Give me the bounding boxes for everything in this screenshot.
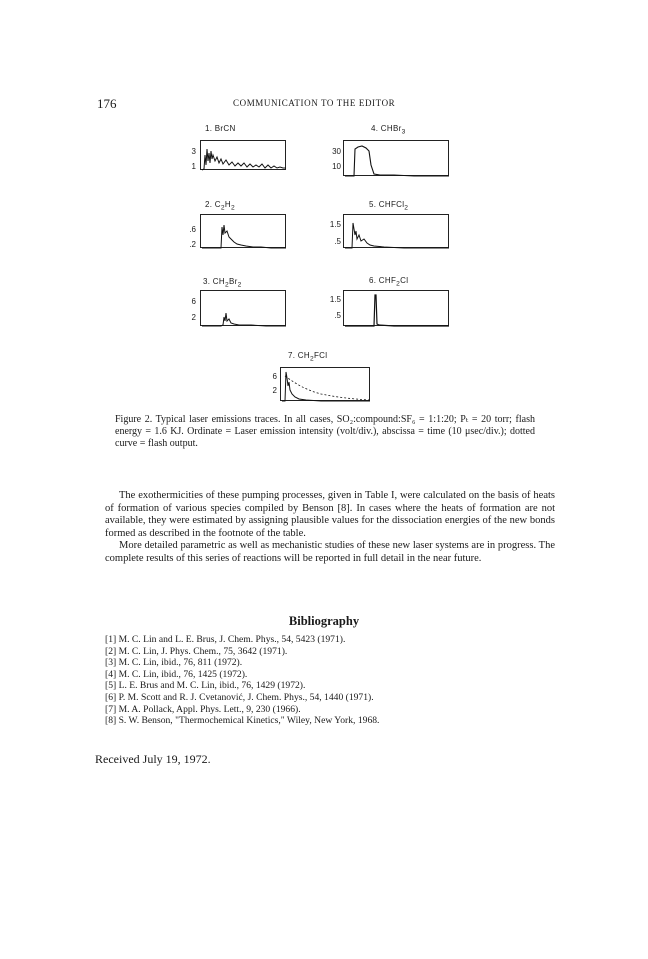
- panel-4-tick-low: 10: [332, 162, 341, 171]
- panel-2-label: 2. $C_2H_2$: [205, 200, 235, 212]
- panel-4-trace: [343, 140, 449, 176]
- figure-caption: Figure 2. Typical laser emissions traces. In all cases, SO₂:compound:SF₆ = 1:1:20; Pₜ = 20 torr; flash energy = 1.6 KJ. Ordinate = Laser emission intensity (volt/div.), abscissa = time (10 μsec/div.); dotted curve = flash output.: [115, 414, 535, 449]
- panel-5-tick-low: .5: [334, 237, 341, 246]
- panel-2-tick-high: .6: [189, 225, 196, 234]
- panel-5-label: 5. CHFCl$_2$: [369, 200, 409, 212]
- bibliography-list: [105, 634, 565, 727]
- reference-2: [2] M. C. Lin, J. Phys. Chem., 75, 3642 (1971).: [105, 645, 288, 657]
- panel-3-trace: [200, 290, 286, 326]
- panel-4-tick-high: 30: [332, 147, 341, 156]
- panel-1-tick-high: 3: [191, 147, 196, 156]
- panel-1-tick-low: 1: [191, 162, 196, 171]
- panel-7-trace: [280, 367, 370, 401]
- bibliography-heading: Bibliography: [288, 614, 360, 628]
- panel-5-tick-high: 1.5: [329, 220, 341, 229]
- paragraph-2: More detailed parametric as well as mechanistic studies of these new laser systems are in progress. The complete results of this series of reactions will be reported in full detail in the near future.: [105, 540, 555, 564]
- panel-1-trace: [200, 140, 286, 170]
- reference-3: [3] M. C. Lin, ibid., 76, 811 (1972).: [105, 657, 243, 669]
- received-date: Received July 19, 1972.: [95, 752, 211, 766]
- reference-8: [8] S. W. Benson, "Thermochemical Kinetics," Wiley, New York, 1968.: [105, 715, 380, 727]
- panel-3-tick-high: 6: [191, 297, 196, 306]
- panel-6-trace: [343, 290, 449, 326]
- reference-6: [6] P. M. Scott and R. J. Cvetanović, J. Chem. Phys., 54, 1440 (1971).: [105, 691, 374, 703]
- panel-7-label: 7. $CH_2FCl$: [288, 351, 328, 363]
- page-number: 176: [97, 96, 117, 111]
- paragraph-1: The exothermicities of these pumping processes, given in Table I, were calculated on the basis of heats of formation of various species compiled by Benson [8]. In cases where the heats of formation are not available, they were estimated by assigning plausible values for the dissociation energies of the new bonds formed as described in the footnote of the table.: [105, 490, 555, 539]
- reference-5: [5] L. E. Brus and M. C. Lin, ibid., 76, 1429 (1972).: [105, 680, 306, 692]
- panel-3-tick-low: 2: [191, 313, 196, 322]
- figure-2: [0, 0, 648, 449]
- panel-2-tick-low: .2: [189, 240, 196, 249]
- panel-5-trace: [343, 214, 449, 248]
- flash-output-dotted-curve: [285, 376, 370, 400]
- panel-2-trace: [200, 214, 286, 248]
- panel-1-label: 1. BrCN: [205, 124, 236, 133]
- panel-4-label: 4. CHBr$_3$: [371, 124, 406, 136]
- panel-3-label: 3. $CH_2Br_2$: [203, 277, 242, 289]
- reference-7: [7] M. A. Pollack, Appl. Phys. Lett., 9, 230 (1966).: [105, 703, 301, 715]
- panel-6-tick-low: .5: [334, 311, 341, 320]
- body-text: [105, 490, 555, 566]
- reference-4: [4] M. C. Lin, ibid., 76, 1425 (1972).: [105, 668, 248, 680]
- panel-6-tick-high: 1.5: [329, 295, 341, 304]
- panel-7-tick-low: 2: [272, 386, 277, 395]
- running-head: COMMUNICATION TO THE EDITOR: [233, 98, 396, 108]
- reference-1: [1] M. C. Lin and L. E. Brus, J. Chem. Phys., 54, 5423 (1971).: [105, 634, 346, 645]
- panel-7-tick-high: 6: [272, 372, 277, 381]
- panel-6-label: 6. $CHF_2Cl$: [369, 276, 409, 288]
